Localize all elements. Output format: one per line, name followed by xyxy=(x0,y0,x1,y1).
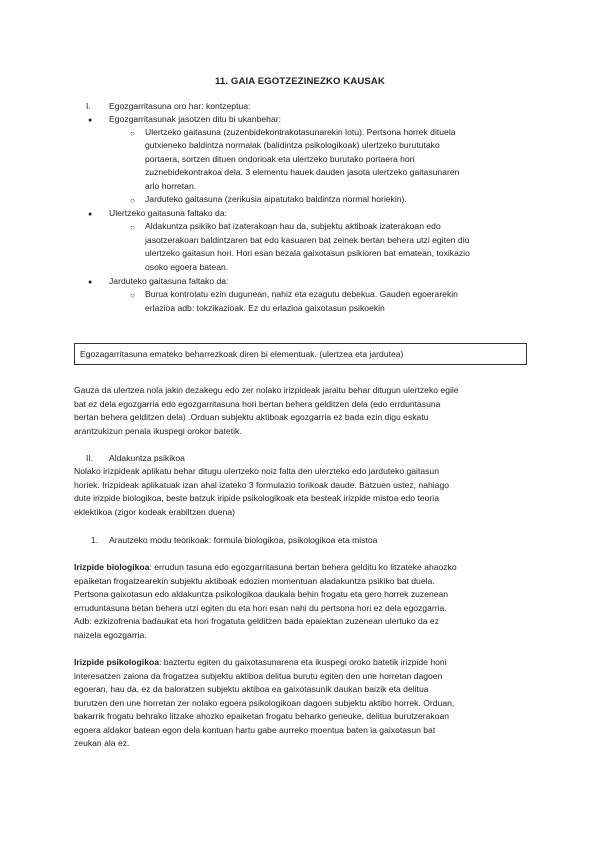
bullet-icon: ● xyxy=(88,117,93,124)
body-line: horiek. Irizpideak aplikatuak izan ahal izateko 3 formulazio torikoak daude. Batzuen ustez, nahiago xyxy=(74,480,450,490)
body-line: arlo horretan. xyxy=(145,181,197,191)
section-heading: Egozgarritasuna oro har: kontzeptua: xyxy=(109,101,251,111)
body-line: epaiketan frogatzearekin subjektu aktiboak edozien momentuan aladakuntza psikiko bat duela. xyxy=(74,576,435,586)
body-line: arantzukizun penala ikuspegi orokor batetik. xyxy=(74,426,242,436)
section-heading: Aldakuntza psikikoa xyxy=(109,453,185,463)
body-line: burutzen den une horretan zer nolako egoera psikologikoan dagoen subjektu aktibo horrek. Orduan, xyxy=(74,698,455,708)
body-line: Ulertzeko gaitasuna (zuzenbidekontrakotasunarekin lotu). Pertsona horrek dituela xyxy=(145,127,456,137)
body-line: Aldakuntza psikiko bat izaterakoan hau da, subjektu aktiboak izaterakoan edo xyxy=(145,221,441,231)
bullet-icon: ● xyxy=(88,279,93,286)
body-line: jasotzerakoan baldintzaren bat edo kasuaren bat zeinek bertan behera utzi egiten dio xyxy=(145,235,470,245)
body-line: eklektikoa (zigor kodeak erabiltzen duena) xyxy=(74,507,235,517)
page-title: 11. GAIA EGOTZEZINEZKO KAUSAK xyxy=(215,76,385,87)
body-line: egoeran, hau da, ez da baloratzen subjektu aktiboa ea gaixotasunik daukan baizik eta delitua xyxy=(74,684,429,694)
body-line: portaera, sortzen dituen ondorioak eta ulertzeko burutako portaera hori xyxy=(145,154,415,164)
section-numeral: I. xyxy=(86,101,91,111)
body-line: zuznebidekontrakoa dela. 3 elementu hauek dauden jasota ulertzeko gaitasunaren xyxy=(145,167,460,177)
boxed-statement-text: Egozagarritasuna emateko beharrezkoak diren bi elementuak. (ulertzea eta jardutea) xyxy=(80,349,404,359)
body-line: bakarrik frogatu behrako litzake ahozko epaiketan frogatu beharko geneuke, delitua burutzerakoan xyxy=(74,711,450,721)
psychologic-criterion-label: Irizpide psikologikoa xyxy=(74,657,159,667)
section-numeral: II. xyxy=(86,453,94,463)
psychologic-criterion-text: : baztertu egiten du gaixotasunarena eta ikuspegi oroko batetik irizpide honi xyxy=(159,657,447,667)
bullet-text: Ulertzeko gaitasuna faltako da: xyxy=(109,208,227,218)
circle-bullet-icon: ○ xyxy=(130,223,135,232)
body-line: egoera aldakor batean egon dela kontuan hartu gabe aurreko moentua baten ia gaixotasun bat xyxy=(74,725,436,735)
circle-bullet-icon: ○ xyxy=(130,129,135,138)
bullet-text: Egozgarritasunak jasotzen ditu bi ukanbehar: xyxy=(109,114,281,124)
body-line: Burua kontrolatu ezin dugunean, nahiz eta ezagutu debekua. Gauden egoerarekin xyxy=(145,289,458,299)
boxed-statement xyxy=(74,343,527,365)
body-line: zeukan ala ez. xyxy=(74,738,130,748)
body-line: Gauza da ulertzea nola jakin dezakegu edo zer nolako irizpideak jaraitu behar ditugun ulertzeko egile xyxy=(74,385,459,395)
bullet-icon: ● xyxy=(88,211,93,218)
biologic-criterion-text: : errudun tasuna edo egozgarritasuna bertan behera gelditu ko litzateke ahaozko xyxy=(149,562,457,572)
body-line: gutxieneko baldintza normalak (balidintza psikologikoak) ulertzeko burututako xyxy=(145,140,440,150)
body-line: Nolako irizpideak aplikatu behar ditugu ulertzeko noiz falta den ulerzteko edo jarduteko gaitasun xyxy=(74,466,439,476)
body-line: osoko egoera batean. xyxy=(145,262,229,272)
body-line: erlazioa adb: tokzikazioak. Ez du erlazioa gaixotasun psikoekin xyxy=(145,303,385,313)
body-line: Adb: ezkizofrenia badaukat eta hori frogatuta gelditzen bada epaiektan zuzenean ulertuko da ez xyxy=(74,616,440,626)
biologic-criterion-label: Irizpide biologikoa xyxy=(74,562,150,572)
biologic-criterion-line xyxy=(74,561,457,574)
body-line: bat ez dela egozgarria edo egozgarritasuna hori bertan behera gelditzen dela (edo errduntasuna xyxy=(74,399,441,409)
bullet-text: Jarduteko gaitasuna faltako da: xyxy=(109,276,229,286)
body-line: interesatzen zaiona da frogatzea subjektu aktiboa delitua burutu egiten den une horretan dagoen xyxy=(74,671,443,681)
body-line: bertan behera gelditzen dela) .Orduan subjektu aktiboak egozgarria ez bada ezin digu eskatu xyxy=(74,412,429,422)
body-line: erruduntasuna betan behera utzi egiten du eta hori esan nahi du pertsona hori ez dela egozgarria. xyxy=(74,603,447,613)
body-line: naizela egozgarria. xyxy=(74,630,147,640)
psychologic-criterion-line xyxy=(74,656,447,669)
circle-bullet-icon: ○ xyxy=(130,196,135,205)
list-number: 1. xyxy=(91,535,99,545)
circle-bullet-icon: ○ xyxy=(130,291,135,300)
body-line: Pertsona gaixotasun edo aldakuntza psikologikoa daukala behin frogatu eta gero horrek zuzenean xyxy=(74,589,449,599)
body-line: ulertzeko gaitasun hori. Hori esan bezala gaixotasun psikioren bat ematean, toxikazio xyxy=(145,248,470,258)
body-line: Jarduteko gaitasuna (zerikusia aipatutako baldintza normal horiekin). xyxy=(145,194,407,204)
body-line: dute irizpide biologikoa, beste batzuk iripide psikologikoak eta besteak irizpide mistoa edo teoria xyxy=(74,493,439,503)
numbered-item-text: Arautzeko modu teorikoak: formula biologikoa, psikologikoa eta mistoa xyxy=(109,535,378,545)
